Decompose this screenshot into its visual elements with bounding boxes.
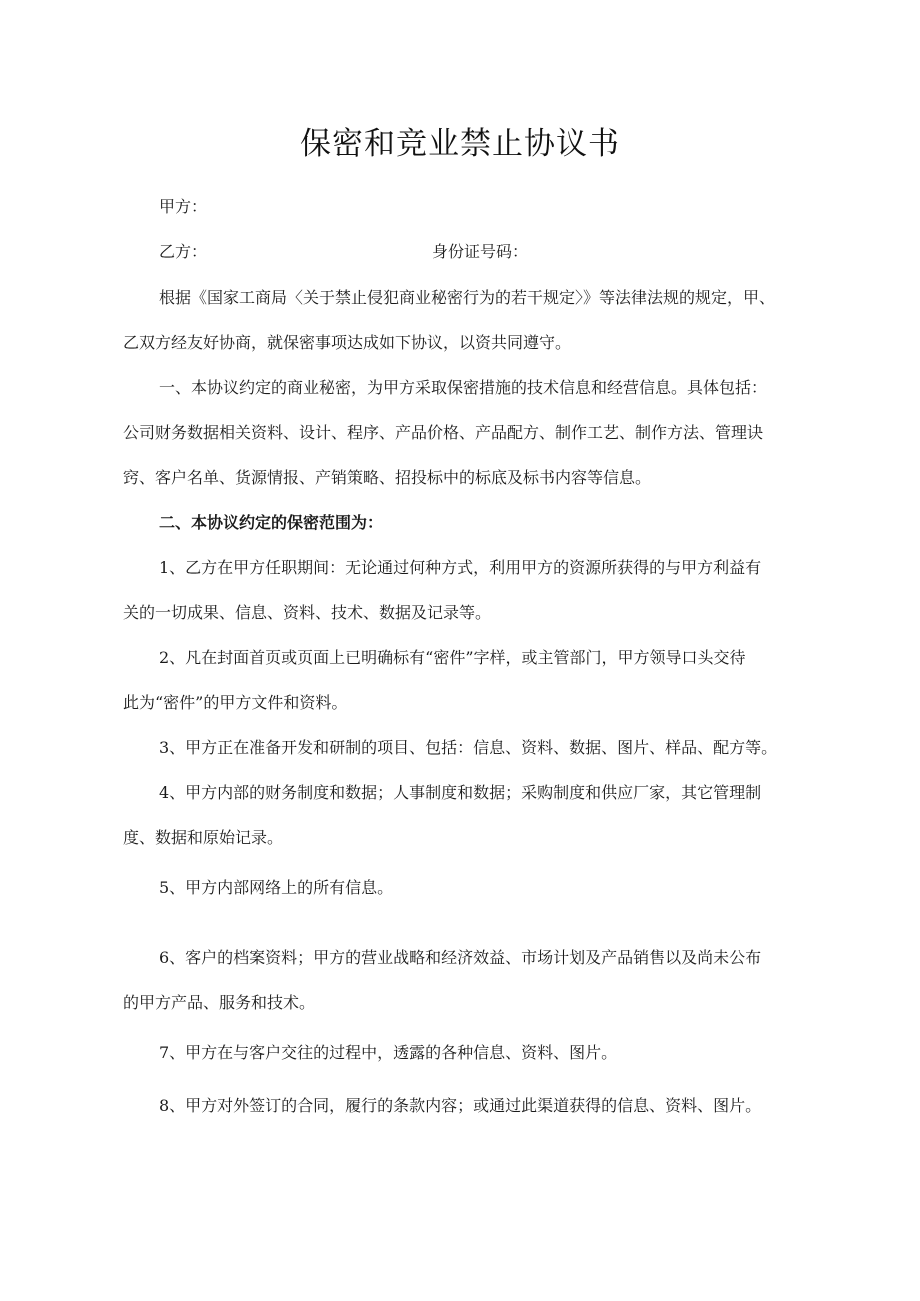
item2-line-2: 此为“密件”的甲方文件和资料。 [123,693,348,712]
section1-line-1: 一、本协议约定的商业秘密，为甲方采取保密措施的技术信息和经营信息。具体包括： [159,378,768,397]
document-title: 保密和竞业禁止协议书 [300,126,620,162]
party-a-label: 甲方： [159,197,208,216]
section1-line-2: 公司财务数据相关资料、设计、程序、产品价格、产品配方、制作工艺、制作方法、管理诀 [123,423,764,442]
item2-line-1: 2、凡在封面首页或页面上已明确标有“密件”字样，或主管部门，甲方领导口头交待 [159,648,746,667]
item5-line-1: 5、甲方内部网络上的所有信息。 [159,878,394,897]
party-b-label: 乙方： [159,242,208,261]
intro-line-2: 乙双方经友好协商，就保密事项达成如下协议，以资共同遵守。 [123,333,572,352]
item4-line-1: 4、甲方内部的财务制度和数据；人事制度和数据；采购制度和供应厂家，其它管理制 [159,783,762,802]
section2-heading: 二、本协议约定的保密范围为： [159,513,384,532]
section1-line-3: 窍、客户名单、货源情报、产销策略、招投标中的标底及标书内容等信息。 [123,468,652,487]
intro-line-1: 根据《国家工商局〈关于禁止侵犯商业秘密行为的若干规定〉》等法律法规的规定，甲、 [159,288,776,307]
item4-line-2: 度、数据和原始记录。 [123,828,284,847]
item1-line-2: 关的一切成果、信息、资料、技术、数据及记录等。 [123,603,492,622]
id-number-label: 身份证号码： [432,242,529,261]
item8-line-1: 8、甲方对外签订的合同，履行的条款内容；或通过此渠道获得的信息、资料、图片。 [159,1096,762,1115]
item6-line-2: 的甲方产品、服务和技术。 [123,993,316,1012]
item1-line-1: 1、乙方在甲方任职期间：无论通过何种方式，利用甲方的资源所获得的与甲方利益有 [159,558,762,577]
item3-line-1: 3、甲方正在准备开发和研制的项目、包括：信息、资料、数据、图片、样品、配方等。 [159,738,778,757]
item6-line-1: 6、客户的档案资料；甲方的营业战略和经济效益、市场计划及产品销售以及尚未公布 [159,948,762,967]
item7-line-1: 7、甲方在与客户交往的过程中，透露的各种信息、资料、图片。 [159,1043,618,1062]
